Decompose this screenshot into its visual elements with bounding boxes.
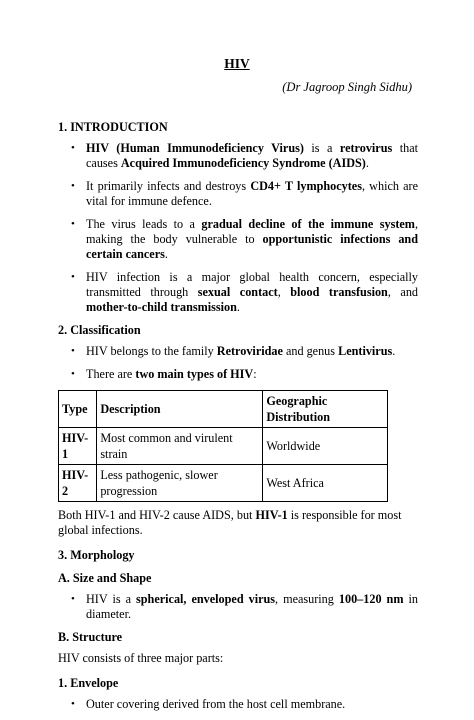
- table-cell: HIV-1: [59, 428, 97, 465]
- column-header: Type: [59, 391, 97, 428]
- author-line: (Dr Jagroop Singh Sidhu): [282, 80, 412, 94]
- table-cell: Most common and virulent strain: [97, 428, 263, 465]
- table-cell: West Africa: [263, 465, 388, 502]
- envelope-list: [58, 697, 418, 712]
- list-item: • HIV is a spherical, enveloped virus, measuring 100–120 nm in diameter.: [58, 592, 418, 622]
- table-cell: HIV-2: [59, 465, 97, 502]
- subsection-heading-envelope: 1. Envelope: [58, 676, 119, 690]
- list-item: • Outer covering derived from the host cell membrane.: [58, 697, 418, 712]
- document-body: [58, 120, 418, 720]
- classification-list: [58, 344, 418, 382]
- table-cell: Worldwide: [263, 428, 388, 465]
- list-item: • The virus leads to a gradual decline of the immune system, making the body vulnerable to opportunistic infections and certain cancers.: [58, 217, 418, 262]
- table-note: Both HIV-1 and HIV-2 cause AIDS, but HIV-1 is responsible for most global infections.: [58, 508, 402, 537]
- section-heading-classification: 2. Classification: [58, 323, 141, 337]
- subsection-heading-structure: B. Structure: [58, 630, 123, 644]
- section-heading-introduction: 1. INTRODUCTION: [58, 120, 168, 134]
- table-cell: Less pathogenic, slower progression: [97, 465, 263, 502]
- table-row: [59, 428, 388, 465]
- section-heading-morphology: 3. Morphology: [58, 548, 135, 562]
- subsection-heading-size: A. Size and Shape: [58, 571, 152, 585]
- column-header: Description: [97, 391, 263, 428]
- list-item: • HIV infection is a major global health concern, especially transmitted through sexual contact, blood transfusion, and mother-to-child transmission.: [58, 270, 418, 315]
- list-item: • HIV (Human Immunodeficiency Virus) is a retrovirus that causes Acquired Immunodeficiency Syndrome (AIDS).: [58, 141, 418, 171]
- list-item: • There are two main types of HIV:: [58, 367, 418, 382]
- column-header: Geographic Distribution: [263, 391, 388, 428]
- introduction-list: [58, 141, 418, 315]
- structure-text: HIV consists of three major parts:: [58, 651, 224, 665]
- table-header-row: [59, 391, 388, 428]
- size-list: [58, 592, 418, 622]
- table-row: [59, 465, 388, 502]
- list-item: • HIV belongs to the family Retroviridae and genus Lentivirus.: [58, 344, 418, 359]
- document-title: HIV: [224, 56, 250, 71]
- hiv-types-table: [58, 390, 388, 502]
- list-item: • It primarily infects and destroys CD4+ T lymphocytes, which are vital for immune defence.: [58, 179, 418, 209]
